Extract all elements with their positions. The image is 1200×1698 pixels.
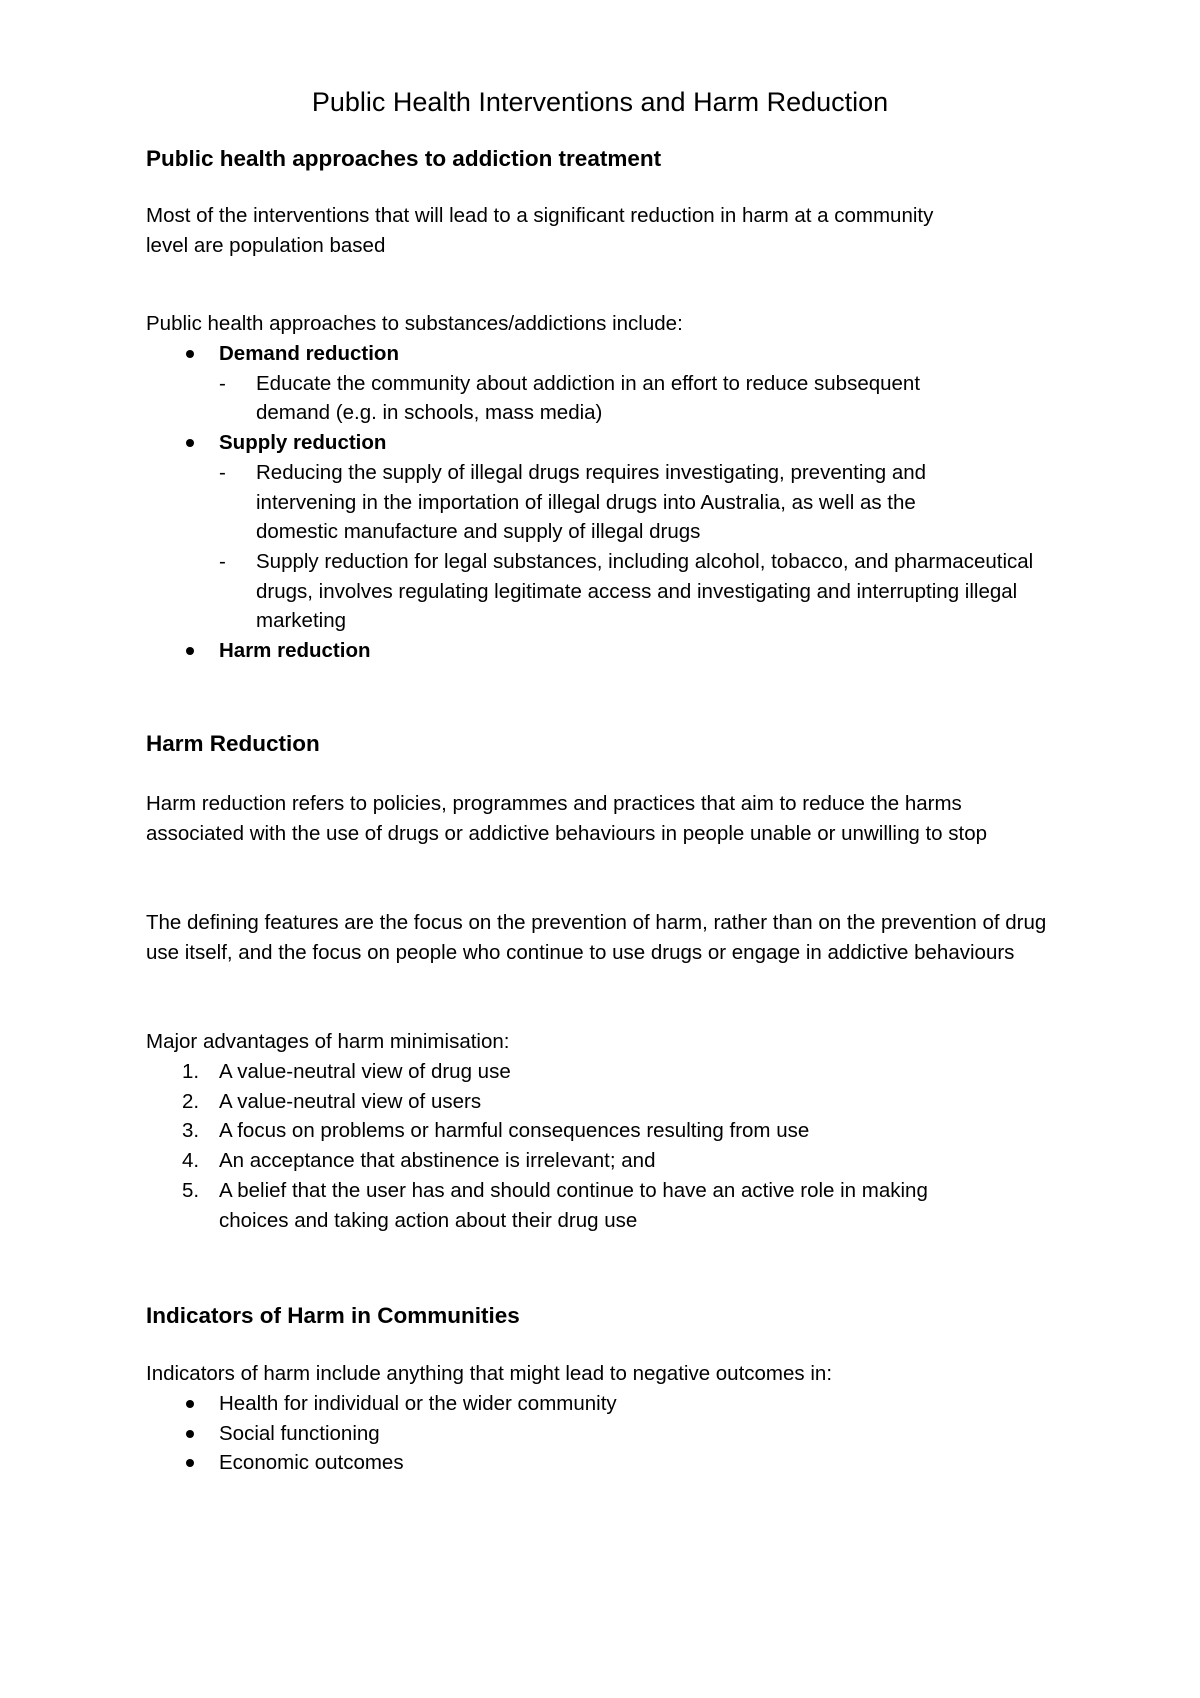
list-item-harm-reduction <box>146 636 1066 666</box>
numbered-item <box>146 1146 1066 1176</box>
item-number: 3. <box>182 1119 200 1143</box>
indicators-list <box>146 1389 1066 1478</box>
sub-list-item <box>219 458 1001 547</box>
item-number: 4. <box>182 1149 200 1173</box>
list-item-text: Social functioning <box>219 1421 380 1445</box>
dash-icon: - <box>219 460 226 484</box>
paragraph-harm-reduction-definition: Harm reduction refers to policies, programmes and practices that aim to reduce the harms associated with the use of drugs or addictive behaviours in people unable or unwilling to stop <box>146 792 988 845</box>
sub-list-item-text: Reducing the supply of illegal drugs requires investigating, preventing and intervening in the importation of illegal drugs into Australia, as well as the domestic manufacture and supply of illegal drugs <box>256 460 927 544</box>
paragraph-interventions: Most of the interventions that will lead to a significant reduction in harm at a community level are population based <box>146 204 934 257</box>
sub-list-item-text: Educate the community about addiction in an effort to reduce subsequent demand (e.g. in schools, mass media) <box>256 371 921 425</box>
dash-icon: - <box>219 549 226 573</box>
item-number: 1. <box>182 1060 200 1083</box>
list-item-supply-reduction <box>146 428 1066 636</box>
list-item-label: Harm reduction <box>219 639 371 663</box>
bullet-icon <box>186 1430 194 1438</box>
list-item-text: Health for individual or the wider community <box>219 1392 617 1415</box>
section-heading-public-health: Public health approaches to addiction treatment <box>146 146 662 171</box>
document-title: Public Health Interventions and Harm Reduction <box>311 87 889 117</box>
item-number: 2. <box>182 1089 200 1113</box>
advantages-list <box>146 1057 1066 1235</box>
paragraph-approaches-intro: Public health approaches to substances/addictions include: <box>146 312 683 335</box>
sub-list-item-text: Supply reduction for legal substances, including alcohol, tobacco, and pharmaceutical drugs, involves regulating legitimate access and investigating and interrupting illegal marketing <box>256 549 1034 633</box>
bullet-icon <box>186 647 194 655</box>
item-number: 5. <box>182 1178 200 1202</box>
numbered-item <box>146 1116 1066 1146</box>
bullet-icon <box>186 350 194 358</box>
list-item-demand-reduction <box>146 339 1066 428</box>
dash-icon: - <box>219 371 226 395</box>
numbered-item <box>146 1176 999 1235</box>
numbered-item-text: A value-neutral view of users <box>219 1089 482 1113</box>
sub-list <box>219 369 1066 428</box>
list-item <box>146 1419 1066 1449</box>
bullet-icon <box>186 1400 194 1408</box>
numbered-item <box>146 1057 1066 1087</box>
paragraph-defining-features: The defining features are the focus on the prevention of harm, rather than on the prevention of drug use itself, and the focus on people who continue to use drugs or engage in addictive behaviours <box>146 911 1047 964</box>
numbered-item <box>146 1087 1066 1117</box>
list-item-label: Supply reduction <box>219 431 387 455</box>
paragraph-advantages-intro: Major advantages of harm minimisation: <box>146 1030 510 1053</box>
numbered-item-text: A belief that the user has and should continue to have an active role in making choices and taking action about their drug use <box>219 1178 928 1232</box>
numbered-item-text: An acceptance that abstinence is irrelevant; and <box>219 1149 656 1173</box>
sub-list-item <box>219 369 976 428</box>
paragraph-indicators-intro: Indicators of harm include anything that might lead to negative outcomes in: <box>146 1362 833 1385</box>
approaches-list <box>146 339 1066 666</box>
bullet-icon <box>186 1459 194 1467</box>
numbered-item-text: A focus on problems or harmful consequences resulting from use <box>219 1119 810 1143</box>
numbered-item-text: A value-neutral view of drug use <box>219 1060 511 1083</box>
section-heading-indicators: Indicators of Harm in Communities <box>146 1303 520 1328</box>
list-item-label: Demand reduction <box>219 342 399 365</box>
section-heading-harm-reduction: Harm Reduction <box>146 731 320 756</box>
sub-list <box>219 458 1066 636</box>
sub-list-item <box>219 547 1066 636</box>
list-item <box>146 1389 1066 1419</box>
bullet-icon <box>186 439 194 447</box>
list-item <box>146 1448 1066 1478</box>
list-item-text: Economic outcomes <box>219 1451 404 1475</box>
